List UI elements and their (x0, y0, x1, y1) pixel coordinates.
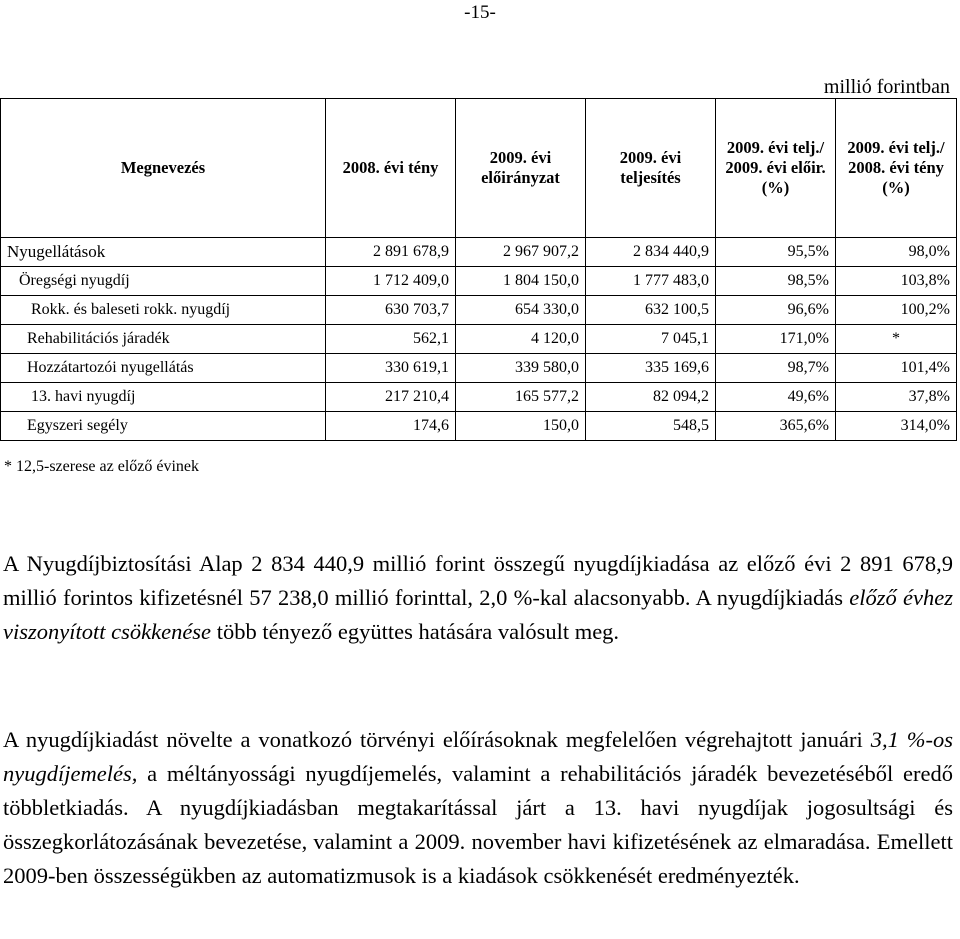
table-cell: 632 100,5 (586, 296, 716, 325)
table-cell: 82 094,2 (586, 383, 716, 412)
table-cell: 1 777 483,0 (586, 267, 716, 296)
table-cell: 165 577,2 (456, 383, 586, 412)
table-cell: 49,6% (716, 383, 836, 412)
table-cell: 4 120,0 (456, 325, 586, 354)
table-cell: 654 330,0 (456, 296, 586, 325)
table-cell: 174,6 (326, 412, 456, 441)
paragraph-text: a méltányossági nyugdíjemelés, valamint a rehabilitációs járadék bevezetéséből eredő többletkiadás. A nyugdíjkiadásban megtakarítással járt a 13. havi nyugdíjak jogosultsági és összegkorlátozásának bevezetése, valamint a 2009. november havi kifizetésének az elmaradása. Emellett 2009-ben összességükben az automatizmusok is a kiadások csökkenését eredményezték. (3, 760, 953, 888)
table-cell: 2 891 678,9 (326, 238, 456, 267)
table-cell: 314,0% (836, 412, 957, 441)
table-cell: 98,7% (716, 354, 836, 383)
table-cell: 96,6% (716, 296, 836, 325)
table-cell: 548,5 (586, 412, 716, 441)
table-cell: 171,0% (716, 325, 836, 354)
pension-table (0, 98, 957, 441)
table-cell: 630 703,7 (326, 296, 456, 325)
table-cell: 1 804 150,0 (456, 267, 586, 296)
table-cell: 330 619,1 (326, 354, 456, 383)
table-cell: 335 169,6 (586, 354, 716, 383)
header-cell: 2009. évi telj./ 2008. évi tény (%) (836, 99, 957, 238)
row-label: Nyugellátások (1, 238, 326, 267)
row-label: 13. havi nyugdíj (1, 383, 326, 412)
row-label: Öregségi nyugdíj (1, 267, 326, 296)
paragraph-text: több tényező együttes hatására valósult meg. (211, 618, 620, 644)
table-cell: 98,5% (716, 267, 836, 296)
row-label: Hozzátartozói nyugellátás (1, 354, 326, 383)
header-cell: 2009. évi telj./ 2009. évi előir. (%) (716, 99, 836, 238)
table-row (1, 296, 957, 325)
row-label: Egyszeri segély (1, 412, 326, 441)
row-label: Rokk. és baleseti rokk. nyugdíj (1, 296, 326, 325)
paragraph-text: A nyugdíjkiadást növelte a vonatkozó törvényi előírásoknak megfelelően végrehajtott januári (3, 726, 871, 752)
table-cell: * (836, 325, 957, 354)
header-cell: 2009. évi előirányzat (456, 99, 586, 238)
table-cell: 95,5% (716, 238, 836, 267)
paragraph-2 (3, 723, 953, 893)
paragraph-1 (3, 547, 953, 649)
table-header-row (1, 99, 957, 238)
unit-note: millió forintban (823, 76, 950, 98)
header-cell: 2008. évi tény (326, 99, 456, 238)
page-number: -15- (464, 2, 496, 23)
table-footnote: * 12,5-szerese az előző évinek (4, 458, 200, 475)
table-cell: 1 712 409,0 (326, 267, 456, 296)
table-cell: 37,8% (836, 383, 957, 412)
table-cell: 98,0% (836, 238, 957, 267)
table-row (1, 267, 957, 296)
table-cell: 7 045,1 (586, 325, 716, 354)
header-cell: Megnevezés (1, 99, 326, 238)
table-cell: 100,2% (836, 296, 957, 325)
table-row (1, 325, 957, 354)
row-label: Rehabilitációs járadék (1, 325, 326, 354)
table-cell: 2 967 907,2 (456, 238, 586, 267)
table-cell: 101,4% (836, 354, 957, 383)
table-cell: 339 580,0 (456, 354, 586, 383)
paragraph-italic-text: előző évhez viszonyított csökkenése (3, 584, 954, 644)
table-cell: 150,0 (456, 412, 586, 441)
table-row (1, 238, 957, 267)
table-row (1, 412, 957, 441)
header-cell: 2009. évi teljesítés (586, 99, 716, 238)
table-cell: 562,1 (326, 325, 456, 354)
paragraph-italic-text: 3,1 %-os nyugdíjemelés, (3, 726, 953, 786)
table-cell: 365,6% (716, 412, 836, 441)
table-cell: 103,8% (836, 267, 957, 296)
paragraph-text: A Nyugdíjbiztosítási Alap 2 834 440,9 millió forint összegű nyugdíjkiadása az előző évi 2 891 678,9 millió forintos kifizetésnél 57 238,0 millió forinttal, 2,0 %-kal alacsonyabb. A nyugdíjkiadás (3, 550, 953, 610)
table-cell: 217 210,4 (326, 383, 456, 412)
table-cell: 2 834 440,9 (586, 238, 716, 267)
table-row (1, 383, 957, 412)
table-row (1, 354, 957, 383)
